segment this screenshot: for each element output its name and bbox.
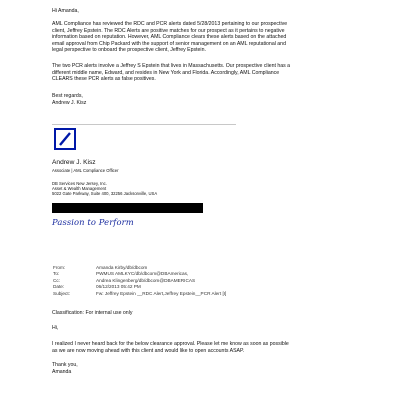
header-label-to: To: <box>53 271 60 276</box>
email-closing <box>52 93 86 106</box>
header-from-value[interactable]: Amanda Kirby/db/dbcom <box>96 265 148 270</box>
signature-address: 5022 Gate Parkway, Suite 400, 32256 Jacksonville, USA <box>52 191 158 196</box>
closing-text: Best regards, <box>52 93 83 99</box>
forwarded-greeting: Hi, <box>52 325 59 331</box>
forwarded-message-line: I realized I never heard back for the below clearance approval. Please let me know as soon as possible <box>52 341 289 347</box>
closing-name: Andrew J. Kisz <box>52 99 87 106</box>
logo-slash-icon <box>56 130 74 148</box>
brand-tagline: Passion to Perform <box>52 217 134 227</box>
email-paragraph-1-line: email approval from Chip Packard with the support of senior management on an AML reputational and <box>52 40 286 47</box>
signature-name: Andrew J. Kisz <box>52 159 96 166</box>
email-paragraph-1-line: AML Compliance has reviewed the RDC and PCR alerts dated 5/28/2013 pertaining to our prospective <box>52 21 288 27</box>
header-label-date: Date: <box>53 284 65 289</box>
email-paragraph-1-line: client, Jeffrey Epstein. The RDC Alerts are positive matches for our prospect as it pertains to negative <box>52 27 285 34</box>
header-to-value[interactable]: PWMUS AMLKYC/db/dbcom@DBAmericas, <box>96 271 189 276</box>
email-paragraph-1-line: information based on reputation. However, AML Compliance clears these alerts based on the attached <box>52 34 287 41</box>
signature-division: Asset & Wealth Management <box>52 186 107 191</box>
header-label-cc: Cc: <box>53 278 61 283</box>
signature-title: Associate | AML Compliance Officer <box>52 168 119 173</box>
divider <box>52 124 236 125</box>
forwarded-closing <box>52 362 78 375</box>
email-paragraph-1-line: legal perspective to onboard the prospective client, Jeffrey Epstein. <box>52 47 206 54</box>
email-paragraph-2-line: The two PCR alerts involve a Jeffrey S Epstein that lives in Massachusetts. Our prospective client has a <box>52 63 291 69</box>
email-paragraph-2 <box>52 63 352 83</box>
header-label-subject: Subject: <box>53 291 70 296</box>
forwarded-message-line: as we are now moving ahead with this client and would like to open accounts ASAP. <box>52 347 245 354</box>
signature-company: DB Services New Jersey, Inc. <box>52 181 107 186</box>
header-label-from: From: <box>53 265 66 270</box>
header-date-value: 06/12/2013 05:42 PM <box>96 284 141 289</box>
email-greeting: Hi Amanda, <box>52 8 79 14</box>
email-paragraph-2-line: different middle name, Edward, and resides in New York and Florida. Accordingly, AML Compliance <box>52 69 280 76</box>
redaction-bar <box>52 203 203 213</box>
header-cc-value[interactable]: Andrea Klingenberg/db/dbcom@DBAMERICAS <box>96 278 196 283</box>
header-subject-value: Fw: Jeffrey Epstein __RDC Alert,Jeffrey Epstein__PCR Alert [I] <box>96 291 227 296</box>
classification-label: Classification: For internal use only <box>52 310 133 316</box>
bank-logo <box>54 128 76 150</box>
forwarded-closing-name: Amanda <box>52 368 72 375</box>
email-paragraph-2-line: CLEARS these PCR alerts as false positives. <box>52 76 156 83</box>
forwarded-closing-text: Thank you, <box>52 362 78 368</box>
forwarded-message <box>52 341 352 354</box>
email-paragraph-1 <box>52 21 352 54</box>
